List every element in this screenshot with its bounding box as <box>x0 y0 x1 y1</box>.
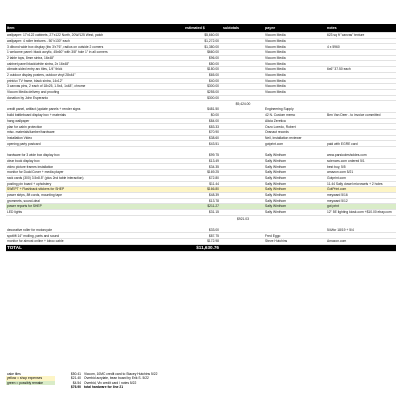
item-cell[interactable]: 3 dibond wide box display (tbc 3'x7'6", radius on outside 2 corners <box>6 44 184 50</box>
notes-cell[interactable]: sciences.com ordered 5/1 <box>326 158 396 164</box>
payee-cell[interactable]: Fred Eggo <box>264 233 326 239</box>
header-payee[interactable]: payee <box>264 24 326 33</box>
notes-cell[interactable]: got print <box>326 204 396 210</box>
payee-cell[interactable]: Sally Winthorn <box>264 198 326 204</box>
notes-cell[interactable]: 5/4/for 18/19 + 5/4 <box>326 228 396 233</box>
notes-cell[interactable]: 6x6" 37.50 each <box>326 67 396 73</box>
payee-cell[interactable]: Viccom Media <box>264 72 326 78</box>
payee-cell[interactable]: Sally Winthorn <box>264 187 326 193</box>
legend-text[interactable]: Viccom, 10MC credit card to Stacey Hutchins 5/22 <box>84 372 158 376</box>
notes-cell[interactable]: 11.44 Sally dowel microwels + 2 holes <box>326 181 396 187</box>
item-cell[interactable]: LED lights <box>6 209 184 215</box>
item-cell[interactable]: cabinet panel black/white sintra, 2x 16x48" <box>6 61 184 67</box>
estimated-cell[interactable]: $43.51 <box>184 141 222 147</box>
estimated-cell[interactable]: $34.35 <box>184 164 222 170</box>
item-cell[interactable]: grommets, sound-deal <box>6 198 184 204</box>
estimated-cell[interactable]: $70.90 <box>184 130 222 136</box>
notes-cell[interactable]: 623 sq ft "canvas" texture <box>326 33 396 39</box>
payee-cell[interactable]: Sally Winthorn <box>264 181 326 187</box>
payee-cell[interactable]: Ozzo Loredo, Robert <box>264 124 326 130</box>
estimated-cell[interactable]: $80.00 <box>184 61 222 67</box>
subtotal-cell[interactable]: $921.03 <box>237 216 249 221</box>
estimated-cell[interactable]: $11.44 <box>184 181 222 187</box>
total-label[interactable]: TOTAL <box>6 244 184 251</box>
payee-cell[interactable]: Sally Winthorn <box>264 209 326 215</box>
legend-text[interactable]: Overbid, Viv credit card / notes 5/22 <box>84 380 137 385</box>
payee-cell[interactable]: Viccom Media <box>264 44 326 50</box>
estimated-cell[interactable]: $33.00 <box>184 228 222 233</box>
item-cell[interactable]: power strips, 8ft cords, mounting tape <box>6 192 184 198</box>
item-cell[interactable]: monitor for almost online + loboc cable <box>6 239 184 245</box>
payee-cell[interactable]: Viccom Media <box>264 67 326 73</box>
payee-cell[interactable]: Oranaut records <box>264 130 326 136</box>
payee-cell[interactable]: gotprint.com <box>264 141 326 147</box>
payee-cell[interactable]: Sally Winthorn <box>264 153 326 158</box>
item-cell[interactable]: wallpaper: 4 roller textures - 50"x130" each <box>6 38 184 44</box>
estimated-cell[interactable]: $660.00 <box>184 50 222 56</box>
payee-cell[interactable]: Sally Winthorn <box>264 158 326 164</box>
header-notes[interactable]: notes <box>326 24 396 33</box>
estimated-cell[interactable]: $13.78 <box>184 198 222 204</box>
item-cell[interactable]: video picture frames installation <box>6 164 184 170</box>
estimated-cell[interactable]: $166.80 <box>184 187 222 193</box>
payee-cell[interactable]: Viccom Media <box>264 84 326 90</box>
estimated-cell[interactable]: $48.39 <box>184 192 222 198</box>
item-cell[interactable]: wallpaper: 17'x122 cabinets, 27'x122 North, 20W/125 West, patch <box>6 33 184 39</box>
payee-cell[interactable]: Sally Winthorn <box>264 164 326 170</box>
item-cell[interactable]: Installation Video <box>6 135 184 141</box>
payee-cell[interactable]: 42 N. Custom memo <box>264 112 326 118</box>
total-value[interactable]: $11,630.76 <box>184 244 222 251</box>
header-estimated[interactable]: estimated $ <box>184 24 222 33</box>
payee-cell[interactable]: Sally Winthorn <box>264 170 326 176</box>
legend-block <box>6 372 206 389</box>
estimated-cell[interactable]: $300.00 <box>184 84 222 90</box>
item-cell[interactable]: clear book display box <box>6 158 184 164</box>
estimated-cell[interactable]: $1,380.00 <box>184 44 222 50</box>
estimated-cell[interactable]: $72.80 <box>184 175 222 181</box>
notes-cell[interactable]: GotPrint.com <box>326 187 396 193</box>
item-cell[interactable]: rack cards (300) 3.5x8.5" (plus 2nd table interaction) <box>6 175 184 181</box>
legend-key[interactable]: green = possibly remake <box>6 381 55 385</box>
item-cell[interactable]: plan for cabin protection <box>6 124 184 130</box>
header-row <box>6 24 396 33</box>
estimated-cell[interactable]: $13.49 <box>184 158 222 164</box>
payee-cell[interactable]: Viccom Media <box>264 50 326 56</box>
estimated-cell[interactable]: $83.33 <box>184 124 222 130</box>
estimated-cell[interactable]: $5,660.00 <box>184 33 222 39</box>
estimated-cell[interactable]: $180.00 <box>184 67 222 73</box>
notes-cell[interactable]: paid with EGRE card <box>326 141 396 147</box>
notes-cell[interactable]: meyward 5/16 <box>326 192 396 198</box>
item-cell[interactable]: Viccom Media delivery and proofing <box>6 89 184 95</box>
subtotal-cell[interactable]: $9,424.00 <box>235 102 251 107</box>
total-empty-cell[interactable] <box>326 244 396 251</box>
estimated-cell[interactable]: $300.00 <box>184 95 222 101</box>
total-empty-cell[interactable] <box>222 244 264 251</box>
payee-cell[interactable]: Viccom Media <box>264 78 326 84</box>
total-empty-cell[interactable] <box>264 244 326 251</box>
payee-cell[interactable]: Engineering Supply <box>264 107 326 112</box>
payee-cell[interactable]: Steve Hutchins <box>264 239 326 245</box>
item-cell[interactable]: 2 table tops, 8mm sintra, 16x48" <box>6 55 184 61</box>
payee-cell[interactable]: Viccom Media <box>264 33 326 39</box>
legend-value[interactable]: $4.54 <box>72 380 81 385</box>
table-body <box>6 33 396 245</box>
notes-cell[interactable]: meyward 5/12 <box>326 198 396 204</box>
item-cell[interactable]: 1 welcome panel: black acrylic, 45x60" with 3/8" hole 1" in all corners <box>6 50 184 56</box>
budget-spreadsheet <box>6 24 396 252</box>
legend-text[interactable]: total hardware for line 21 <box>84 384 124 389</box>
estimated-cell[interactable]: $38.60 <box>184 135 222 141</box>
estimated-cell[interactable]: $87.75 <box>184 233 222 239</box>
header-item[interactable]: item <box>6 24 184 33</box>
item-cell[interactable]: power reports for SHEP <box>6 204 184 210</box>
item-cell[interactable]: spotlift 14" moiling, parts and sound <box>6 233 184 239</box>
legend-row <box>6 385 206 389</box>
estimated-cell[interactable]: $172.98 <box>184 239 222 245</box>
estimated-cell[interactable]: $31.15 <box>184 209 222 215</box>
estimated-cell[interactable]: $84.00 <box>184 118 222 124</box>
estimated-cell[interactable]: $99.75 <box>184 153 222 158</box>
estimated-cell[interactable]: $211.27 <box>184 204 222 210</box>
item-cell[interactable]: build battleboard display box + materials <box>6 112 184 118</box>
item-cell[interactable]: decorative roller for motorcycle <box>6 228 184 233</box>
payee-cell[interactable]: Sally Winthorn <box>264 175 326 181</box>
estimated-cell[interactable]: $255.00 <box>184 89 222 95</box>
estimated-cell[interactable]: $65.00 <box>184 72 222 78</box>
notes-cell[interactable]: amazon.com 5/21 <box>326 170 396 176</box>
item-cell[interactable]: hang wallpaper <box>6 118 184 124</box>
legend-value[interactable]: $76.90 <box>70 384 81 389</box>
estimated-cell[interactable]: $1,272.00 <box>184 38 222 44</box>
notes-cell[interactable]: www.parsicolesholdes.com <box>326 153 396 158</box>
payee-cell[interactable]: Viccom Media <box>264 38 326 44</box>
item-cell[interactable]: 3 canvas pins, 2 each of 18x25, 1.5x4, 1x48", chrome <box>6 84 184 90</box>
estimated-cell[interactable]: $481.50 <box>184 107 222 112</box>
item-cell[interactable]: misc. materials/lumber/hardware <box>6 130 184 136</box>
item-cell[interactable]: posting pin board + upholstery <box>6 181 184 187</box>
notes-cell[interactable]: 12" 5E lighting kiosk.com +$10.00 ebay.com <box>326 209 396 215</box>
estimated-cell[interactable]: $40.00 <box>184 78 222 84</box>
payee-cell[interactable]: Sally Winthorn <box>264 204 326 210</box>
item-cell[interactable]: print/ux TV frame, black sintra, 14x12" <box>6 78 184 84</box>
header-subtotals[interactable]: subtotals <box>222 24 264 33</box>
legend-value[interactable]: $21.40 <box>70 376 81 381</box>
item-cell[interactable]: credit panel, artifact (update panels + render signs <box>6 107 184 112</box>
notes-cell[interactable]: Ben Van Deer - to invoice committed <box>326 112 396 118</box>
legend-text[interactable]: Overbid acrylate, bean board by Erik S. 5/22 <box>84 376 149 381</box>
item-cell[interactable]: opening party postcard <box>6 141 184 147</box>
payee-cell[interactable]: Sally Winthorn <box>264 192 326 198</box>
payee-cell[interactable]: Neil, Installation reviewer <box>264 135 326 141</box>
legend-key[interactable] <box>6 385 55 389</box>
item-cell[interactable]: SWEPT + Flashback stickers for SHEP <box>6 187 184 193</box>
item-cell[interactable]: 2 outdoor display posters, outdoor vinyl 28x44" <box>6 72 184 78</box>
payee-cell[interactable]: Viccom Media <box>264 55 326 61</box>
notes-cell[interactable]: best buy, 5/5 <box>326 164 396 170</box>
budget-table <box>6 24 396 252</box>
total-row <box>6 244 396 251</box>
estimated-cell[interactable]: $96.00 <box>184 55 222 61</box>
item-cell[interactable]: climate-sided entry arc tiles, 1/4" thick <box>6 67 184 73</box>
item-cell[interactable]: hardware for 3 wide box display box <box>6 153 184 158</box>
item-cell[interactable]: monitor for Duck/Cover + media player <box>6 170 184 176</box>
notes-cell[interactable]: Gotprint.com <box>326 175 396 181</box>
payee-cell[interactable]: Viccom Media <box>264 89 326 95</box>
notes-cell[interactable]: 4 x 5960 <box>326 44 396 50</box>
legend-value[interactable]: $50.41 <box>70 372 81 376</box>
legend-key[interactable]: yellow = shop expenses <box>6 376 55 380</box>
legend-key[interactable]: cake tiles <box>7 372 21 376</box>
item-cell[interactable]: donation by John Esperanto <box>6 95 184 101</box>
estimated-cell[interactable]: $169.25 <box>184 170 222 176</box>
payee-cell[interactable]: Alicia Zeretica <box>264 118 326 124</box>
estimated-cell[interactable]: $0.00 <box>184 112 222 118</box>
payee-cell[interactable]: Viccom Media <box>264 61 326 67</box>
notes-cell[interactable]: Amazon.com <box>326 239 396 245</box>
